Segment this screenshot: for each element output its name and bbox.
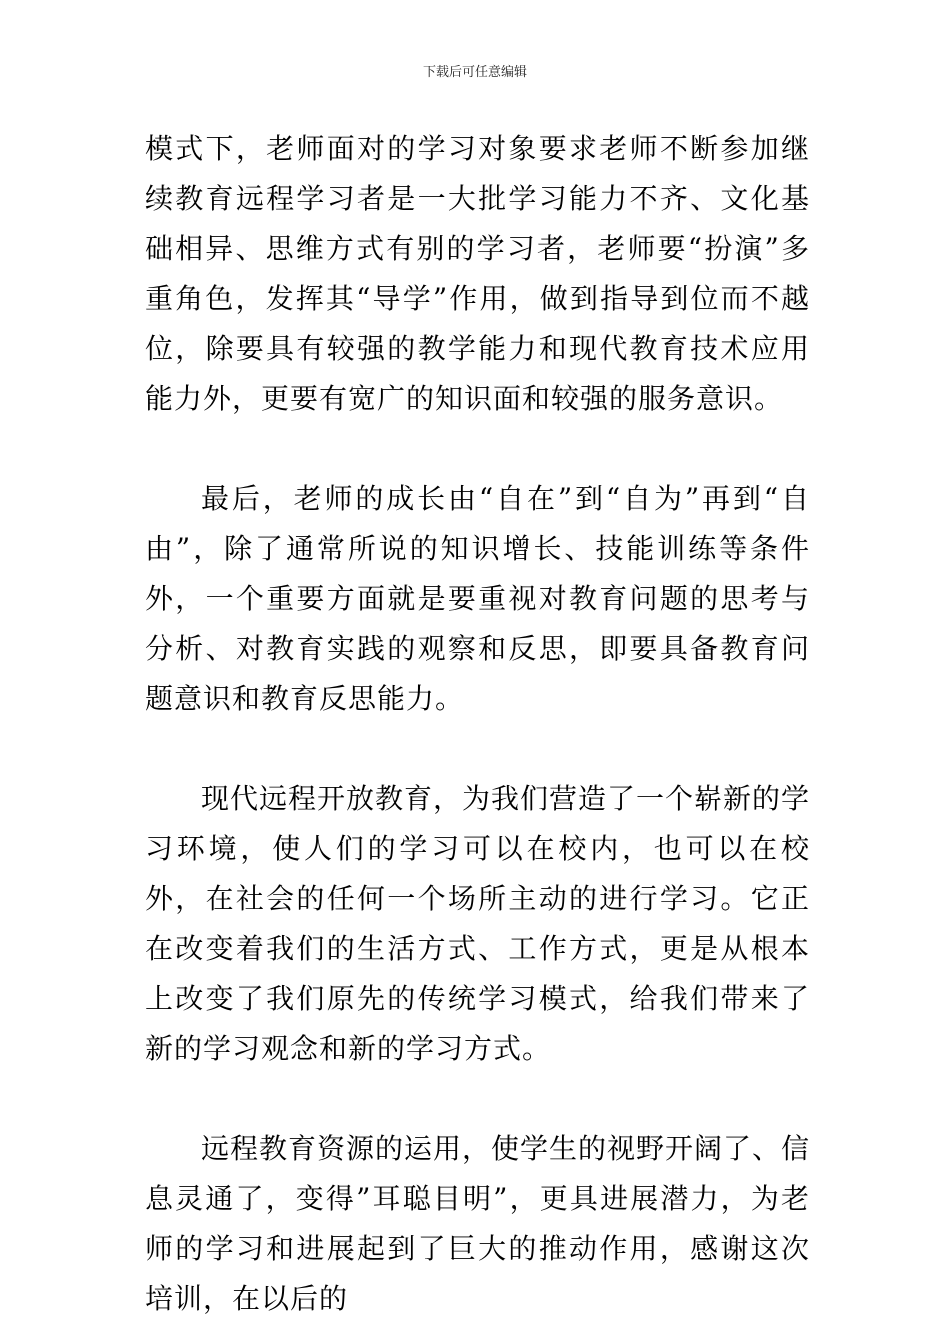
paragraph-education-resources: 远程教育资源的运用，使学生的视野开阔了、信息灵通了，变得”耳聪目明”，更具进展潜力，为老师的学习和进展起到了巨大的推动作用，感谢这次培训，在以后的 [145, 1132, 811, 1315]
document-body [145, 124, 810, 1324]
page-header-note: 下载后可任意编辑 [422, 65, 527, 80]
paragraph-continued: 模式下，老师面对的学习对象要求老师不断参加继续教育远程学习者是一大批学习能力不齐、文化基础相异、思维方式有别的学习者，老师要“扮演”多重角色，发挥其“导学”作用，做到指导到位而不越位，除要具有较强的教学能力和现代教育技术应用能力外，更要有宽广的知识面和较强的服务意识。 [145, 132, 810, 415]
paragraph-teacher-growth: 最后，老师的成长由“自在”到“自为”再到“自由”，除了通常所说的知识增长、技能训练等条件外，一个重要方面就是要重视对教育问题的思考与分析、对教育实践的观察和反思，即要具备教育问题意识和教育反思能力。 [145, 482, 810, 715]
paragraph-distance-education: 现代远程开放教育，为我们营造了一个崭新的学习环境，使人们的学习可以在校内，也可以在校外，在社会的任何一个场所主动的进行学习。它正在改变着我们的生活方式、工作方式，更是从根本上改变了我们原先的传统学习模式，给我们带来了新的学习观念和新的学习方式。 [145, 782, 811, 1065]
